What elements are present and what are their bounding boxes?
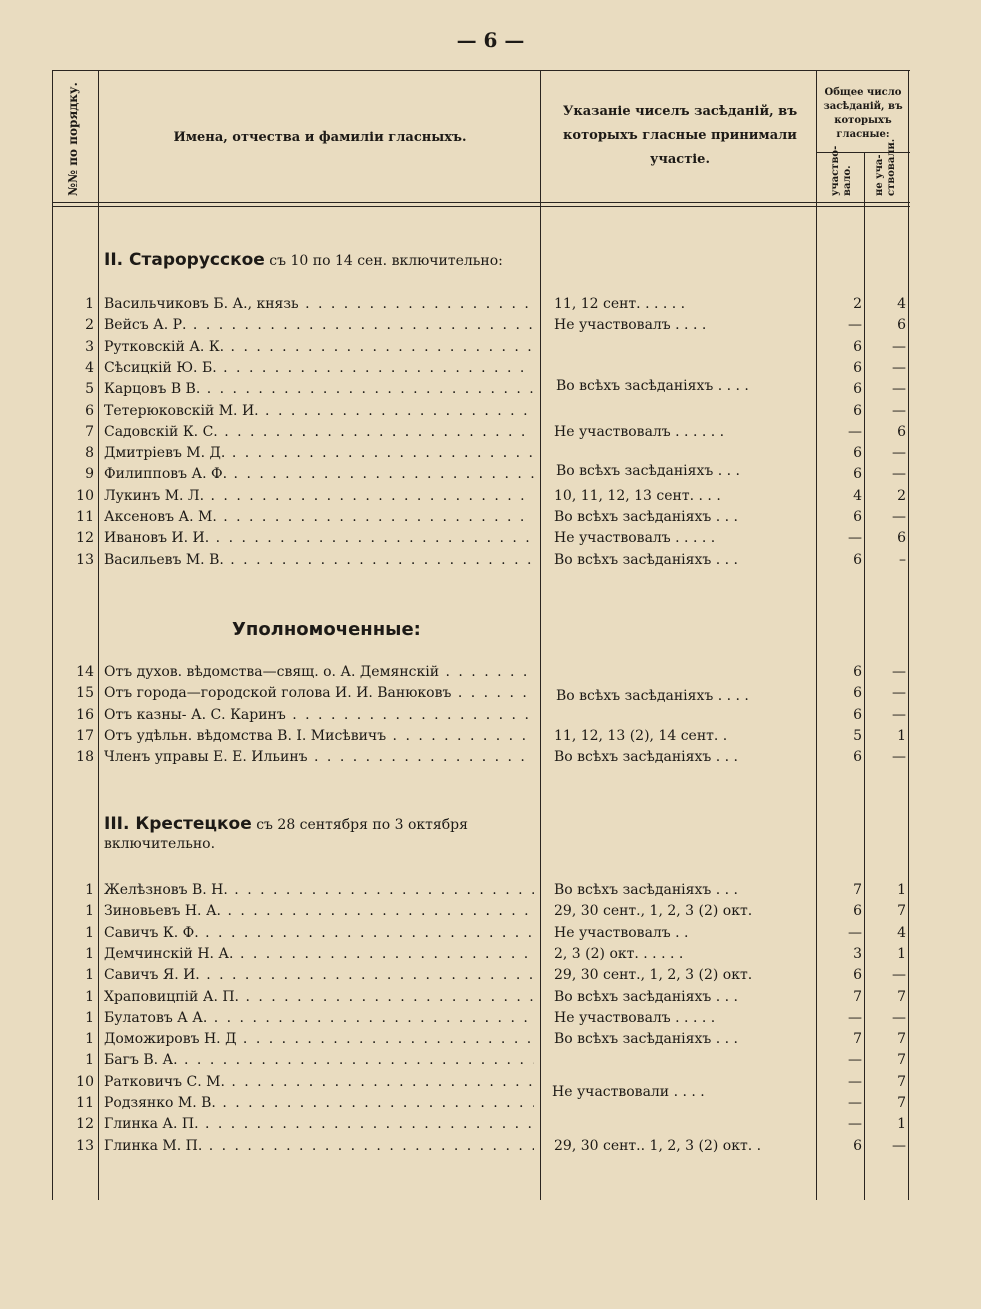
section-subtitle: съ 10 по 14 сен. включительно: (264, 253, 503, 269)
absent-count: 7 (897, 1095, 906, 1111)
row-number: 15 (76, 685, 94, 702)
group-label: Во всѣхъ засѣданіяхъ . . . . (556, 378, 749, 394)
row-number: 1 (85, 945, 94, 962)
attended-count: — (848, 1095, 862, 1111)
absent-count: 7 (897, 1052, 906, 1069)
absent-count: — (892, 445, 906, 462)
header-col-dates: Указаніе чиселъ засѣданій, въ которыхъ гласные принимали участіе. (562, 104, 798, 167)
member-name: Отъ удѣльн. вѣдомства В. І. Мисѣвичъ . . . (104, 726, 534, 746)
table-row (52, 944, 910, 964)
table-row (52, 965, 910, 985)
attended-count: 6 (853, 664, 862, 680)
member-name: Членъ управы Е. Е. Ильинъ . . . (104, 747, 534, 767)
absent-count: — (892, 509, 906, 525)
table-row (52, 1136, 910, 1156)
attended-count: — (848, 1009, 862, 1026)
row-number: 10 (76, 487, 94, 504)
meeting-dates: Не участвовалъ . . . . . (554, 1009, 716, 1026)
header-col-absent: не уча- ствовали. (874, 138, 897, 196)
row-number: 1 (85, 988, 94, 1005)
member-name: Желѣзновъ В. Н. . . . (104, 880, 534, 900)
absent-count: 1 (897, 882, 906, 898)
header-col-present: участво- вало. (830, 145, 853, 196)
header-bottom-rule-2 (52, 206, 910, 207)
row-number: 1 (85, 903, 94, 920)
table-row (52, 422, 910, 442)
absent-count: — (892, 1009, 906, 1026)
attended-count: 6 (853, 359, 862, 376)
member-name: Савичъ К. Ф. . . . (104, 923, 534, 943)
absent-count: 1 (897, 945, 906, 962)
attended-count: 6 (853, 551, 862, 568)
meeting-dates: 10, 11, 12, 13 сент. . . . (554, 487, 721, 504)
absent-count: 6 (897, 317, 906, 334)
absent-count: — (892, 381, 906, 398)
row-number: 1 (85, 967, 94, 984)
attended-count: — (848, 1052, 862, 1069)
row-number: 3 (85, 338, 94, 355)
table-row (52, 1093, 910, 1113)
group-label: Во всѣхъ засѣданіяхъ . . . . (556, 688, 749, 704)
member-name: Вейсъ А. Р. . . . (104, 315, 534, 335)
row-number: 16 (76, 706, 94, 723)
table-row (52, 337, 910, 357)
attended-count: — (848, 317, 862, 334)
member-name: Глинка А. П. . . . (104, 1114, 534, 1134)
attended-count: 6 (853, 749, 862, 766)
meeting-dates: Во всѣхъ засѣданіяхъ . . . (554, 551, 738, 568)
attended-count: — (848, 1073, 862, 1090)
section-title-upolnomochennye: Уполномоченные: (232, 619, 421, 640)
row-number: 2 (85, 317, 94, 334)
meeting-dates: Во всѣхъ засѣданіяхъ . . . (554, 509, 738, 525)
member-name: Карцовъ В В. . . . (104, 379, 534, 399)
row-number: 1 (85, 1009, 94, 1026)
table-row (52, 1114, 910, 1134)
absent-count: 4 (897, 296, 906, 312)
section-subtitle-2: включительно. (104, 836, 216, 852)
absent-count: — (892, 749, 906, 766)
absent-count: — (892, 359, 906, 376)
section-subtitle: съ 28 сентября по 3 октября (251, 817, 468, 833)
section-title-krestetskoe (104, 814, 468, 834)
row-number: 1 (85, 296, 94, 312)
row-number: 11 (76, 1095, 94, 1111)
meeting-dates: Во всѣхъ засѣданіяхъ . . . (554, 1031, 738, 1048)
member-name: Доможировъ Н. Д . . . (104, 1029, 534, 1049)
attended-count: — (848, 423, 862, 440)
absent-count: 2 (897, 487, 906, 504)
table-row (52, 726, 910, 746)
table-row (52, 379, 910, 399)
attended-count: 6 (853, 967, 862, 984)
table-row (52, 923, 910, 943)
member-name: Васильчиковъ Б. А., князь . . . (104, 294, 534, 314)
member-name: Отъ города—городской голова И. И. Ванюковъ . . . (104, 683, 534, 703)
row-number: 6 (85, 402, 94, 419)
section-name: III. Крестецкое (104, 814, 252, 834)
absent-count: 6 (897, 530, 906, 547)
attended-count: — (848, 530, 862, 547)
meeting-dates: 29, 30 сент., 1, 2, 3 (2) окт. (554, 903, 753, 920)
table-row (52, 486, 910, 506)
attended-count: — (848, 924, 862, 941)
attended-count: 4 (853, 487, 862, 504)
meeting-dates: Не участвовалъ . . . . . (554, 530, 716, 547)
group-brace (540, 348, 541, 428)
member-name: Багъ В. А. . . . (104, 1050, 534, 1070)
row-number: 1 (85, 924, 94, 941)
meeting-dates: Во всѣхъ засѣданіяхъ . . . (554, 882, 738, 898)
table-row (52, 550, 910, 570)
table-row (52, 987, 910, 1007)
meeting-dates: 29, 30 сент.. 1, 2, 3 (2) окт. . (554, 1137, 762, 1154)
member-name: Садовскій К. С. . . . (104, 422, 534, 442)
row-number: 18 (76, 749, 94, 766)
attended-count: 6 (853, 509, 862, 525)
attended-count: 6 (853, 685, 862, 702)
table-row (52, 1029, 910, 1049)
attended-count: 6 (853, 381, 862, 398)
row-number: 5 (85, 381, 94, 398)
member-name: Ратковичъ С. М. . . . (104, 1072, 534, 1092)
table-row (52, 1050, 910, 1070)
group-brace (540, 454, 541, 490)
attended-count: 6 (853, 466, 862, 483)
attended-count: 6 (853, 903, 862, 920)
table-row (52, 1008, 910, 1028)
member-name: Булатовъ А А. . . . (104, 1008, 534, 1028)
table-row (52, 1072, 910, 1092)
table-row (52, 401, 910, 421)
row-number: 9 (85, 466, 94, 483)
table-row (52, 901, 910, 921)
row-number: 8 (85, 445, 94, 462)
table-row (52, 464, 910, 484)
absent-count: 1 (897, 727, 906, 744)
attended-count: 7 (853, 882, 862, 898)
member-name: Зиновьевъ Н. А. . . . (104, 901, 534, 921)
member-name: Тетерюковскій М. И. . . . (104, 401, 534, 421)
table-top-rule (52, 70, 910, 71)
group-brace (540, 1052, 541, 1134)
member-name: Демчинскій Н. А. . . . (104, 944, 534, 964)
meeting-dates: Не участвовалъ . . (554, 924, 689, 941)
table-row (52, 315, 910, 335)
absent-count: — (892, 402, 906, 419)
row-number: 4 (85, 359, 94, 376)
meeting-dates: Не участвовалъ . . . . (554, 317, 707, 334)
table-row (52, 443, 910, 463)
member-name: Глинка М. П. . . . (104, 1136, 534, 1156)
absent-count: — (892, 706, 906, 723)
table-row (52, 294, 910, 314)
absent-count: — (892, 338, 906, 355)
header-col-names: Имена, отчества и фамиліи гласныхъ. (173, 130, 467, 145)
attended-count: — (848, 1116, 862, 1133)
member-name: Филипповъ А. Ф. . . . (104, 464, 534, 484)
header-col-num: №№ по порядку. (66, 82, 80, 196)
row-number: 7 (85, 423, 94, 440)
row-number: 1 (85, 1052, 94, 1069)
member-name: Родзянко М. В. . . . (104, 1093, 534, 1113)
meeting-dates: 11, 12, 13 (2), 14 сент. . (554, 727, 728, 744)
row-number: 17 (76, 727, 94, 744)
member-name: Рутковскій А. К. . . . (104, 337, 534, 357)
absent-count: 7 (897, 1073, 906, 1090)
header-col-total: Общее число засѣданій, въ которыхъ гласные: (823, 87, 903, 140)
absent-count: — (892, 466, 906, 483)
row-number: 12 (76, 1116, 94, 1133)
row-number: 13 (76, 551, 94, 568)
absent-count: 7 (897, 1031, 906, 1048)
section-title-starorusskoe (104, 250, 503, 270)
table-row (52, 358, 910, 378)
group-label: Не участвовали . . . . (552, 1084, 705, 1100)
member-name: Дмитріевъ М. Д. . . . (104, 443, 534, 463)
member-name: Васильевъ М. В. . . . (104, 550, 534, 570)
group-brace (540, 664, 541, 728)
table-row (52, 528, 910, 548)
attended-count: 6 (853, 445, 862, 462)
table-row (52, 747, 910, 767)
member-name: Отъ казны- А. С. Каринъ . . . (104, 705, 534, 725)
attended-count: 2 (853, 296, 862, 312)
absent-count: — (892, 967, 906, 984)
absent-count: — (892, 1137, 906, 1154)
table-row (52, 705, 910, 725)
absent-count: 7 (897, 903, 906, 920)
section-name: II. Старорусское (104, 250, 265, 270)
absent-count: 1 (897, 1116, 906, 1133)
absent-count: — (892, 685, 906, 702)
row-number: 14 (76, 664, 94, 680)
absent-count: – (899, 551, 906, 568)
attended-count: 6 (853, 1137, 862, 1154)
attended-count: 7 (853, 988, 862, 1005)
group-label: Во всѣхъ засѣданіяхъ . . . (556, 463, 740, 479)
member-name: Аксеновъ А. М. . . . (104, 507, 534, 527)
row-number: 13 (76, 1137, 94, 1154)
attended-count: 7 (853, 1031, 862, 1048)
member-name: Лукинъ М. Л. . . . (104, 486, 534, 506)
page-number: — 6 — (456, 28, 525, 52)
row-number: 11 (76, 509, 94, 525)
table-row (52, 683, 910, 703)
table-row (52, 880, 910, 900)
meeting-dates: Во всѣхъ засѣданіяхъ . . . (554, 988, 738, 1005)
attended-count: 3 (853, 945, 862, 962)
attended-count: 6 (853, 402, 862, 419)
attended-count: 5 (853, 727, 862, 744)
table-row (52, 662, 910, 682)
attended-count: 6 (853, 706, 862, 723)
row-number: 10 (76, 1073, 94, 1090)
meeting-dates: Во всѣхъ засѣданіяхъ . . . (554, 749, 738, 766)
meeting-dates: Не участвовалъ . . . . . . (554, 423, 725, 440)
absent-count: — (892, 664, 906, 680)
member-name: Савичъ Я. И. . . . (104, 965, 534, 985)
member-name: Ивановъ И. И. . . . (104, 528, 534, 548)
row-number: 1 (85, 882, 94, 898)
absent-count: 4 (897, 924, 906, 941)
member-name: Отъ духов. вѣдомства—свящ. о. А. Демянскій . . . (104, 662, 534, 682)
member-name: Сѣсицкій Ю. Б. . . . (104, 358, 534, 378)
meeting-dates: 2, 3 (2) окт. . . . . . (554, 945, 684, 962)
attended-count: 6 (853, 338, 862, 355)
meeting-dates: 29, 30 сент., 1, 2, 3 (2) окт. (554, 967, 753, 984)
table-row (52, 507, 910, 527)
member-name: Храповицпій А. П. . . . (104, 987, 534, 1007)
row-number: 1 (85, 1031, 94, 1048)
header-bottom-rule (52, 202, 910, 203)
row-number: 12 (76, 530, 94, 547)
absent-count: 7 (897, 988, 906, 1005)
meeting-dates: 11, 12 сент. . . . . . (554, 296, 686, 312)
absent-count: 6 (897, 423, 906, 440)
